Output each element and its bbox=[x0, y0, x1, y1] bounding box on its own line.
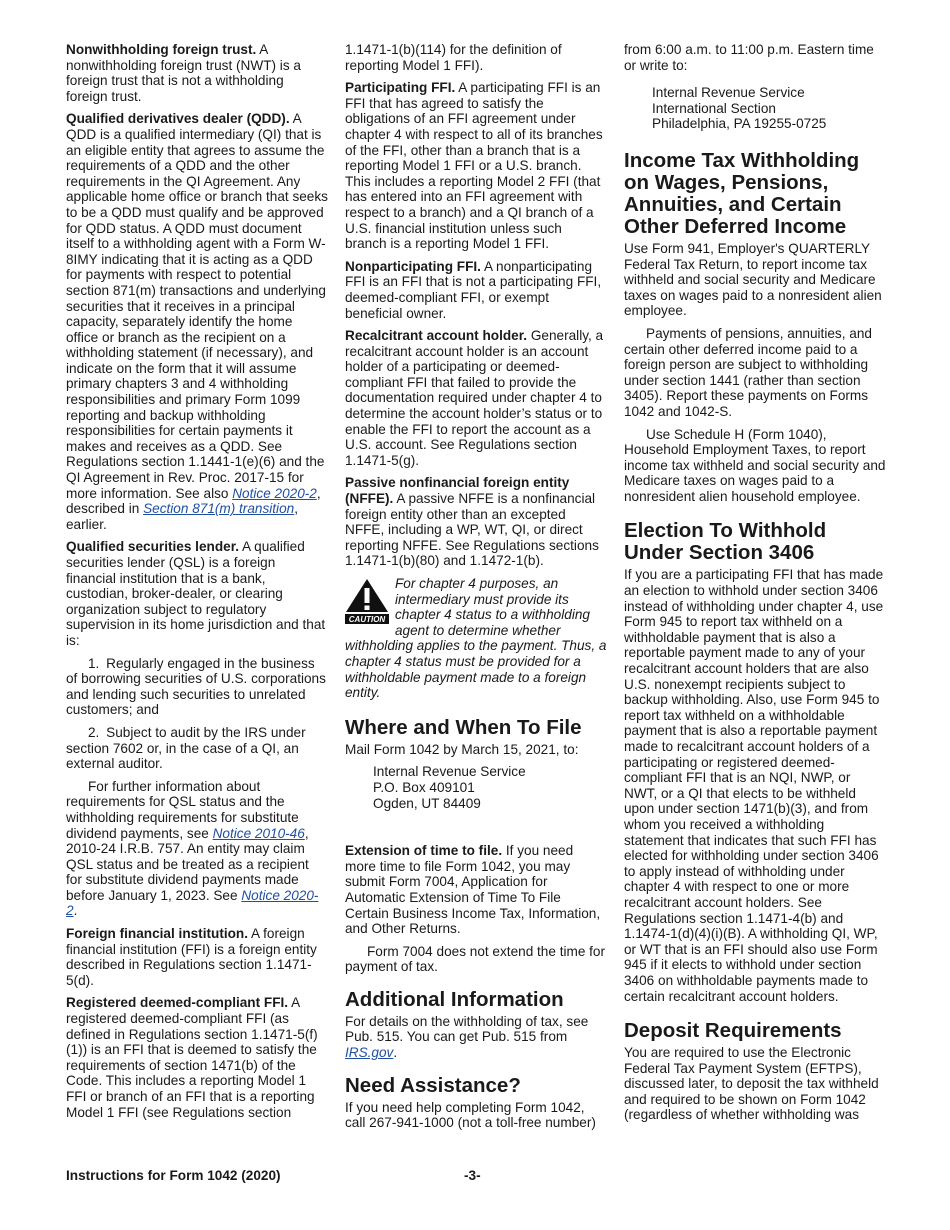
notice-2020-2-link-2[interactable]: Notice 2020-2 bbox=[66, 887, 319, 919]
intl-address-line-1: Internal Revenue Service bbox=[652, 85, 805, 101]
additional-info-heading: Additional Information bbox=[345, 987, 564, 1011]
npffi-text: A nonparticipating FFI is an FFI that is not a participating FFI, deemed-compliant FFI, or exempt beneficial owner. bbox=[345, 258, 602, 321]
deposit-heading: Deposit Requirements bbox=[624, 1019, 842, 1043]
rdc-heading: Registered deemed-compliant FFI. bbox=[66, 995, 289, 1011]
mailing-address bbox=[373, 764, 607, 811]
itw-paragraph-2: Payments of pensions, annuities, and certain other deferred income paid to a foreign person are subject to withholding under section 1441 (rather than section 3405). Report these payments on Forms 1042 and 1042-S. bbox=[624, 325, 872, 419]
rdc-paragraph bbox=[66, 995, 328, 1120]
footer-form-title: Instructions for Form 1042 (2020) bbox=[66, 1168, 281, 1183]
column-middle bbox=[345, 42, 607, 1138]
additional-info-paragraph bbox=[345, 1014, 607, 1061]
qdd-text-3: , earlier. bbox=[66, 501, 298, 532]
qdd-paragraph bbox=[66, 111, 328, 532]
nwt-text: A nonwithholding foreign trust (NWT) is a foreign trust that is not a withholding foreign trust. bbox=[66, 42, 301, 104]
pffi-text: A participating FFI is an FFI that has agreed to satisfy the obligations of an FFI agreement under chapter 4 with respect to all of its branches of the FFI, other than a branch that is a reporting Model 1 FFI or a U.S. branch. This includes a reporting Model 2 FFI (that has entered into an FFI agreement with respect to a branch) and a QI branch of a U.S. financial institution unless such branch is a reporting Model 1 FFI. bbox=[345, 80, 603, 252]
column-left bbox=[66, 42, 328, 1127]
qsl-heading: Qualified securities lender. bbox=[66, 539, 240, 555]
deposit-paragraph: You are required to use the Electronic Federal Tax Payment System (EFTPS), discussed later, to deposit the tax withheld and required to be shown on Form 1042 (regardless of whether withholding was bbox=[624, 1045, 879, 1123]
qsl-further-text-2: , 2010-24 I.R.B. 757. An entity may claim QSL status and be treated as a recipient for substitute dividend payments made before January 1, 2023. See bbox=[66, 825, 309, 903]
where-when-heading: Where and When To File bbox=[345, 715, 582, 739]
rah-text: Generally, a recalcitrant account holder is an account holder of a participating or deemed-compliant FFI that failed to provide the documentation required under chapter 4 to determine the account holder’s status or to enable the FFI to report the account as a U.S. account. See Regulations section 1.1471-5(g). bbox=[345, 328, 604, 468]
election-heading: Election To Withhold Under Section 3406 bbox=[624, 519, 827, 565]
extension-text-2: Form 7004 does not extend the time for payment of tax. bbox=[345, 943, 606, 975]
election-paragraph: If you are a participating FFI that has made an election to withhold under section 3406 instead of withholding under chapter 4, use Form 945 to report tax withheld on a withholdable payment that is also a reportable payment made to any of your recalcitrant account holders that are also U.S. nonexempt recipients subject to backup withholding. Also, use Form 945 to report tax withheld on a withholdable payment that is also a reportable payment made to recalcitrant account holders of a participating or registered deemed-compliant FFI that is an NQI, NWP, or NWT, or a QI that elects to be withheld upon under section 1471(b)(3), and from whom you received a withholding statement that indicates that such FFI has elected for withholding under section 3406 to apply instead of withholding under chapter 4 with respect to one or more recalcitrant account holders. See Regulations section 1.1471-4(b) and 1.1474-1(d)(4)(i)(B). A withholding QI, WP, or WT that is an FFI should also use Form 945 if it elects to withhold under section 3406 on withholdable payments made to certain recalcitrant account holders. bbox=[624, 567, 884, 1004]
intl-address-line-3: Philadelphia, PA 19255-0725 bbox=[652, 116, 827, 132]
ffi-paragraph bbox=[66, 926, 328, 988]
pffi-paragraph bbox=[345, 80, 607, 252]
qsl-item-2: 2. Subject to audit by the IRS under section 7602 or, in the case of a QI, an external auditor. bbox=[66, 724, 306, 772]
caution-label: CAUTION bbox=[348, 615, 386, 624]
nwt-paragraph bbox=[66, 42, 328, 104]
caution-text: For chapter 4 purposes, an intermediary must provide its chapter 4 status to a withholding agent to determine whether withholding applies to the payment. Thus, a chapter 4 status must be provided for a withholdable payment made to a foreign entity. bbox=[345, 576, 607, 701]
column-right bbox=[624, 42, 886, 1130]
rah-heading: Recalcitrant account holder. bbox=[345, 328, 528, 344]
footer-page-number: -3- bbox=[464, 1168, 481, 1183]
ffi-heading: Foreign financial institution. bbox=[66, 926, 249, 942]
notice-2010-46-link[interactable]: Notice 2010-46 bbox=[212, 825, 305, 841]
nffe-text: A passive NFFE is a nonfinancial foreign entity other than an excepted NFFE, including a WP, WT, QI, or direct reporting NFFE. See Regulations sections 1.1471-1(b)(80) and 1.1472-1(b). bbox=[345, 491, 599, 569]
extension-text: If you need more time to file Form 1042, you may submit Form 7004, Application for Automatic Extension of Time To File Certain Business Income Tax, Information, and Other Returns. bbox=[345, 843, 601, 937]
where-when-text: Mail Form 1042 by March 15, 2021, to: bbox=[345, 741, 579, 757]
intl-address-line-2: International Section bbox=[652, 100, 776, 116]
qsl-text: A qualified securities lender (QSL) is a foreign financial institution that is a bank, custodian, broker-dealer, or clearing organization subject to regulatory supervision in its home jurisdiction and that is: bbox=[66, 539, 326, 648]
notice-2020-2-link[interactable]: Notice 2020-2 bbox=[232, 485, 317, 501]
extension-heading: Extension of time to file. bbox=[345, 843, 503, 859]
section-871m-transition-link[interactable]: Section 871(m) transition bbox=[143, 501, 295, 517]
need-assistance-heading: Need Assistance? bbox=[345, 1073, 521, 1097]
rah-paragraph bbox=[345, 328, 607, 468]
col3-continuation: from 6:00 a.m. to 11:00 p.m. Eastern time or write to: bbox=[624, 42, 874, 73]
itw-paragraph-3: Use Schedule H (Form 1040), Household Employment Taxes, to report income tax withheld and social security and Medicare taxes on wages paid to a nonresident alien household employee. bbox=[624, 426, 886, 504]
qsl-further-text-3: . bbox=[73, 903, 78, 919]
ffi-text: A foreign financial institution (FFI) is a foreign entity described in Regulations section 1.1471-5(d). bbox=[66, 926, 317, 988]
address-line-1: Internal Revenue Service bbox=[373, 764, 526, 780]
income-tax-withholding-heading: Income Tax Withholding on Wages, Pensions, Annuities, and Certain Other Deferred Income bbox=[624, 148, 860, 238]
caution-icon bbox=[345, 578, 389, 624]
col2-continuation: 1.1471-1(b)(114) for the definition of reporting Model 1 FFI). bbox=[345, 42, 562, 73]
nffe-paragraph bbox=[345, 475, 607, 569]
additional-info-text-2: . bbox=[393, 1045, 398, 1061]
address-line-3: Ogden, UT 84409 bbox=[373, 795, 481, 811]
npffi-heading: Nonparticipating FFI. bbox=[345, 258, 481, 274]
qsl-item-1: 1. Regularly engaged in the business of borrowing securities of U.S. corporations and lending such securities to unrelated customers; and bbox=[66, 655, 326, 718]
rdc-text: A registered deemed-compliant FFI (as defined in Regulations section 1.1471-5(f)(1)) is an FFI that is deemed to satisfy the requirements of section 1471(b) of the Code. This includes a reporting Model 1 FFI or branch of an FFI that is a reporting Model 1 FFI (see Regulations section bbox=[66, 995, 318, 1120]
nwt-heading: Nonwithholding foreign trust. bbox=[66, 42, 257, 57]
additional-info-text: For details on the withholding of tax, see Pub. 515. You can get Pub. 515 from bbox=[345, 1013, 589, 1045]
qsl-paragraph bbox=[66, 539, 328, 648]
pffi-heading: Participating FFI. bbox=[345, 80, 456, 96]
caution-note bbox=[345, 576, 607, 701]
qdd-text: A QDD is a qualified intermediary (QI) that is an eligible entity that agrees to assume the requirements of a QDD and the other requirements in the QI Agreement. Any applicable home office or branch that seeks to be a QDD must qualify and be approved for QDD status. A QDD must document itself to a withholding agent with a Form W-8IMY indicating that it is acting as a QDD for payments with respect to potential section 871(m) transactions and underlying securities that it receives in a principal capacity, separately identify the home office or branch as the recipient on a withholding statement (if necessary), and indicate on the form that it will assume primary chapters 3 and 4 withholding responsibilities and primary Form 1099 reporting and backup withholding responsibilities for certain payments it makes and receives as a QDD. See Regulations section 1.1441-1(e)(6) and the QI Agreement in Rev. Proc. 2017-15 for more information. See also bbox=[66, 111, 328, 501]
address-line-2: P.O. Box 409101 bbox=[373, 779, 475, 795]
itw-paragraph-1: Use Form 941, Employer's QUARTERLY Federal Tax Return, to report income tax withheld and social security and Medicare taxes on wages paid to a nonresident alien employee. bbox=[624, 240, 882, 319]
irs-gov-link[interactable]: IRS.gov bbox=[345, 1045, 394, 1061]
qdd-heading: Qualified derivatives dealer (QDD). bbox=[66, 111, 290, 127]
npffi-paragraph bbox=[345, 259, 607, 321]
need-assistance-text: If you need help completing Form 1042, call 267-941-1000 (not a toll-free number) bbox=[345, 1099, 596, 1131]
extension-paragraph bbox=[345, 843, 607, 937]
qdd-text-2: , described in bbox=[66, 485, 321, 517]
international-address bbox=[652, 85, 886, 132]
qsl-further-text: For further information about requirements for QSL status and the withholding requirements for substitute dividend payments, see bbox=[66, 778, 299, 841]
qsl-further-paragraph bbox=[66, 779, 328, 919]
nffe-heading: Passive nonfinancial foreign entity (NFFE). bbox=[345, 475, 570, 507]
